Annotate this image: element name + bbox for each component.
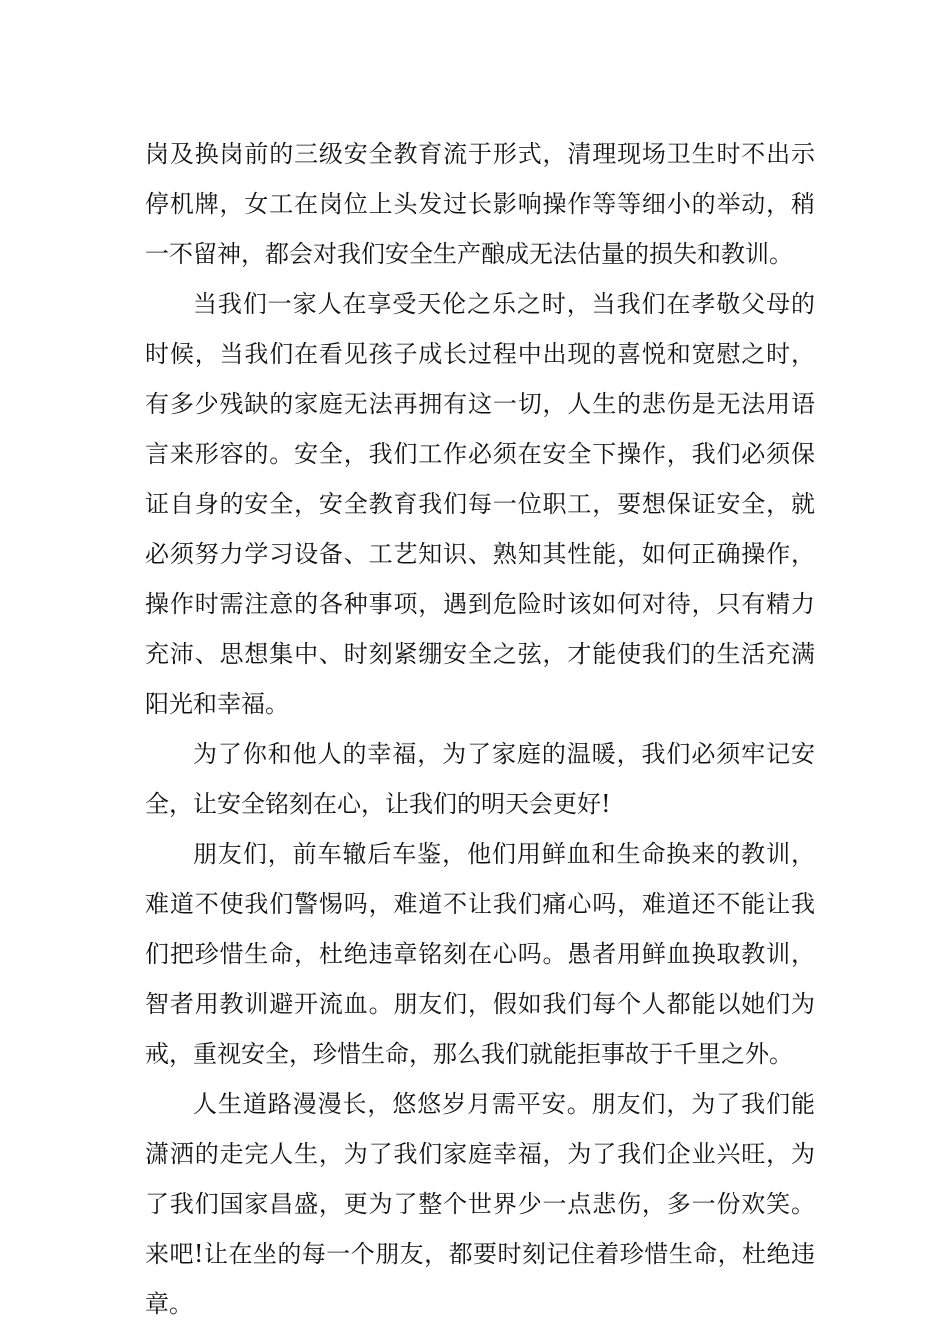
paragraph-continued: 岗及换岗前的三级安全教育流于形式，清理现场卫生时不出示停机牌，女工在岗位上头发过长影响操作等等细小的举动，稍一不留神，都会对我们安全生产酿成无法估量的损失和教训。 [145,140,815,268]
paragraph: 朋友们，前车辙后车鉴，他们用鲜血和生命换来的教训，难道不使我们警惕吗，难道不让我们痛心吗，难道还不能让我们把珍惜生命，杜绝违章铭刻在心吗。愚者用鲜血换取教训，智者用教训避开流血。朋友们，假如我们每个人都能以她们为戒，重视安全，珍惜生命，那么我们就能拒事故于千里之外。 [145,840,815,1068]
document-body [145,129,815,1329]
paragraph: 当我们一家人在享受天伦之乐之时，当我们在孝敬父母的时候，当我们在看见孩子成长过程中出现的喜悦和宽慰之时，有多少残缺的家庭无法再拥有这一切，人生的悲伤是无法用语言来形容的。安全，我们工作必须在安全下操作，我们必须保证自身的安全，安全教育我们每一位职工，要想保证安全，就必须努力学习设备、工艺知识、熟知其性能，如何正确操作，操作时需注意的各种事项，遇到危险时该如何对待，只有精力充沛、思想集中、时刻紧绷安全之弦，才能使我们的生活充满阳光和幸福。 [145,290,815,718]
paragraph: 人生道路漫漫长，悠悠岁月需平安。朋友们，为了我们能潇洒的走完人生，为了我们家庭幸福，为了我们企业兴旺，为了我们国家昌盛，更为了整个世界少一点悲伤，多一份欢笑。来吧!让在坐的每一个朋友，都要时刻记住着珍惜生命，杜绝违章。 [145,1090,815,1318]
paragraph: 为了你和他人的幸福，为了家庭的温暖，我们必须牢记安全，让安全铭刻在心，让我们的明天会更好! [145,740,815,818]
